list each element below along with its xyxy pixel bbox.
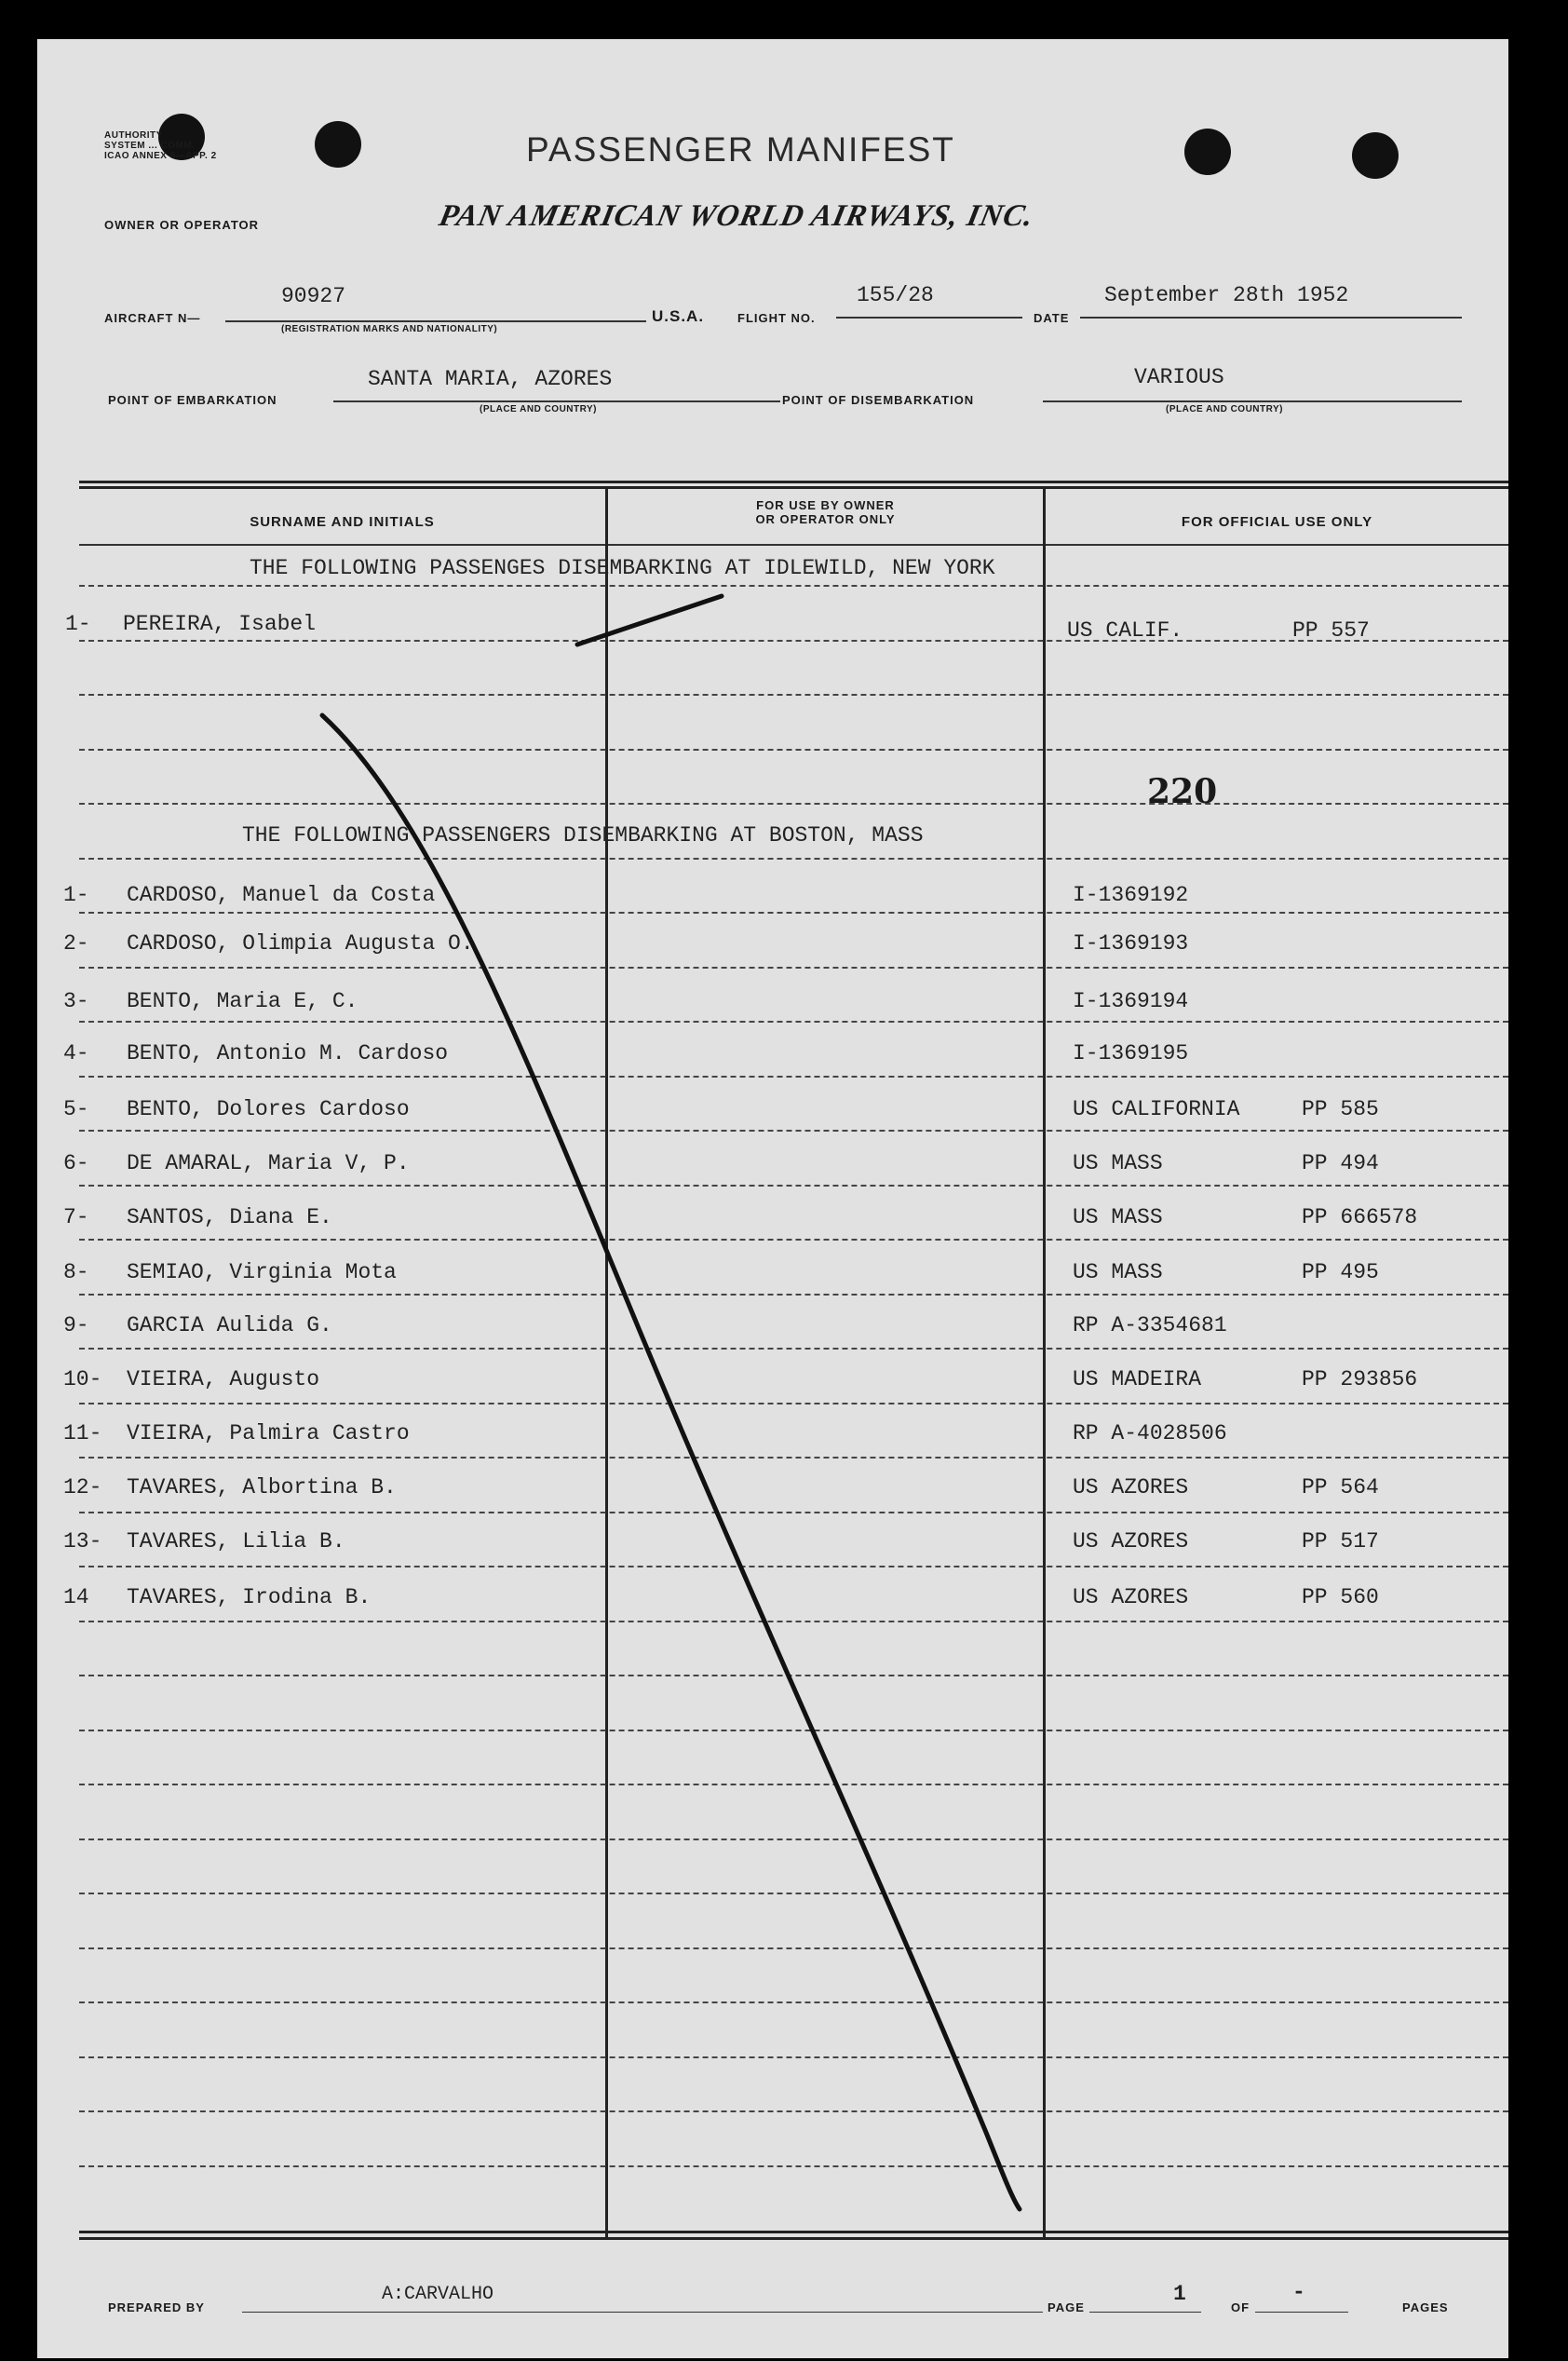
- place-country-caption: (PLACE AND COUNTRY): [480, 404, 597, 414]
- passenger-number: 10-: [63, 1367, 102, 1391]
- owner-use-header-line: FOR USE BY OWNER: [756, 498, 895, 512]
- usa-label: U.S.A.: [652, 307, 705, 325]
- official-note: RP A-4028506: [1073, 1421, 1227, 1445]
- official-document: PP 560: [1302, 1585, 1379, 1609]
- place-country-caption: (PLACE AND COUNTRY): [1166, 404, 1283, 414]
- disembarkation-label: POINT OF DISEMBARKATION: [782, 393, 975, 407]
- embarkation-label: POINT OF EMBARKATION: [108, 393, 277, 407]
- official-document: PP 495: [1302, 1260, 1379, 1284]
- disembarkation-place: VARIOUS: [1134, 365, 1224, 389]
- passenger-name: SEMIAO, Virginia Mota: [127, 1260, 397, 1284]
- official-document: PP 666578: [1302, 1205, 1418, 1229]
- passenger-name: CARDOSO, Manuel da Costa: [127, 883, 436, 907]
- official-document: PP 564: [1302, 1475, 1379, 1499]
- official-document: PP 494: [1302, 1151, 1379, 1175]
- passenger-number: 2-: [63, 931, 89, 956]
- official-note: US MASS: [1073, 1205, 1163, 1229]
- passenger-number: 1-: [65, 612, 91, 636]
- prepared-by-name: A:CARVALHO: [382, 2284, 494, 2305]
- passenger-number: 9-: [63, 1313, 89, 1337]
- owner-use-header-line: OR OPERATOR ONLY: [755, 512, 896, 526]
- passenger-number: 13-: [63, 1529, 102, 1554]
- passenger-number: 8-: [63, 1260, 89, 1284]
- surname-column-header: SURNAME AND INITIALS: [250, 514, 435, 530]
- passenger-name: BENTO, Dolores Cardoso: [127, 1097, 410, 1121]
- passenger-name: BENTO, Maria E, C.: [127, 989, 358, 1013]
- passenger-name: TAVARES, Irodina B.: [127, 1585, 372, 1609]
- embarkation-place: SANTA MARIA, AZORES: [368, 367, 613, 391]
- passenger-number: 11-: [63, 1421, 102, 1445]
- passenger-name: VIEIRA, Augusto: [127, 1367, 320, 1391]
- official-use-column-header: FOR OFFICIAL USE ONLY: [1181, 514, 1373, 530]
- passenger-name: CARDOSO, Olimpia Augusta O.: [127, 931, 474, 956]
- pages-label: PAGES: [1402, 2300, 1449, 2314]
- date-label: DATE: [1034, 311, 1070, 325]
- official-note: I-1369194: [1073, 989, 1189, 1013]
- pen-dash-line: [577, 596, 722, 645]
- flight-no-label: FLIGHT NO.: [737, 311, 816, 325]
- stamp-number: 220: [1147, 772, 1218, 811]
- official-note: I-1369193: [1073, 931, 1189, 956]
- pen-strike-mark: [37, 39, 1508, 2358]
- section-heading-idlewild: THE FOLLOWING PASSENGES DISEMBARKING AT IDLEWILD, NEW YORK: [250, 556, 995, 580]
- passenger-name: DE AMARAL, Maria V, P.: [127, 1151, 410, 1175]
- official-note: US MADEIRA: [1073, 1367, 1202, 1391]
- passenger-name: TAVARES, Albortina B.: [127, 1475, 397, 1499]
- page-label: PAGE: [1048, 2300, 1085, 2314]
- passenger-name: PEREIRA, Isabel: [123, 612, 317, 636]
- flight-date: September 28th 1952: [1104, 283, 1349, 307]
- passenger-number: 1-: [63, 883, 89, 907]
- owner-operator-label: OWNER OR OPERATOR: [104, 218, 260, 232]
- official-note: US MASS: [1073, 1260, 1163, 1284]
- prepared-by-label: PREPARED BY: [108, 2300, 205, 2314]
- form-ref-line: ICAO ANNEX 9—APP. 2: [104, 151, 217, 161]
- pen-strike-line: [322, 715, 1020, 2209]
- of-label: OF: [1231, 2300, 1250, 2314]
- section-heading-boston: THE FOLLOWING PASSENGERS DISEMBARKING AT BOSTON, MASS: [242, 823, 924, 848]
- passenger-number: 5-: [63, 1097, 89, 1121]
- official-note: US AZORES: [1073, 1529, 1189, 1554]
- official-note: I-1369195: [1073, 1041, 1189, 1065]
- passenger-number: 7-: [63, 1205, 89, 1229]
- official-document: PP 517: [1302, 1529, 1379, 1554]
- operator-name: PAN AMERICAN WORLD AIRWAYS, INC.: [436, 199, 1037, 233]
- official-note: RP A-3354681: [1073, 1313, 1227, 1337]
- official-document: PP 585: [1302, 1097, 1379, 1121]
- official-note: US AZORES: [1073, 1585, 1189, 1609]
- registration-caption: (REGISTRATION MARKS AND NATIONALITY): [281, 324, 498, 334]
- passenger-number: 14: [63, 1585, 89, 1609]
- flight-number: 155/28: [857, 283, 934, 307]
- official-note: US MASS: [1073, 1151, 1163, 1175]
- official-note: I-1369192: [1073, 883, 1189, 907]
- page-number: 1: [1173, 2282, 1186, 2306]
- official-document: PP 557: [1292, 618, 1370, 643]
- passenger-name: BENTO, Antonio M. Cardoso: [127, 1041, 449, 1065]
- official-note: US CALIFORNIA: [1073, 1097, 1240, 1121]
- official-document: PP 293856: [1302, 1367, 1418, 1391]
- aircraft-number: 90927: [281, 284, 346, 308]
- official-note: US CALIF.: [1067, 618, 1183, 643]
- form-ref-line: AUTHORITY: [104, 130, 163, 141]
- page-total: -: [1292, 2280, 1305, 2304]
- page-title: PASSENGER MANIFEST: [526, 130, 955, 169]
- passenger-number: 6-: [63, 1151, 89, 1175]
- passenger-number: 12-: [63, 1475, 102, 1499]
- passenger-number: 4-: [63, 1041, 89, 1065]
- manifest-sheet: [37, 39, 1508, 2358]
- aircraft-label: AIRCRAFT N—: [104, 311, 201, 325]
- passenger-number: 3-: [63, 989, 89, 1013]
- official-note: US AZORES: [1073, 1475, 1189, 1499]
- passenger-name: SANTOS, Diana E.: [127, 1205, 332, 1229]
- passenger-name: VIEIRA, Palmira Castro: [127, 1421, 410, 1445]
- passenger-name: TAVARES, Lilia B.: [127, 1529, 345, 1554]
- passenger-name: GARCIA Aulida G.: [127, 1313, 332, 1337]
- form-ref-line: SYSTEM ... COMM.: [104, 141, 196, 151]
